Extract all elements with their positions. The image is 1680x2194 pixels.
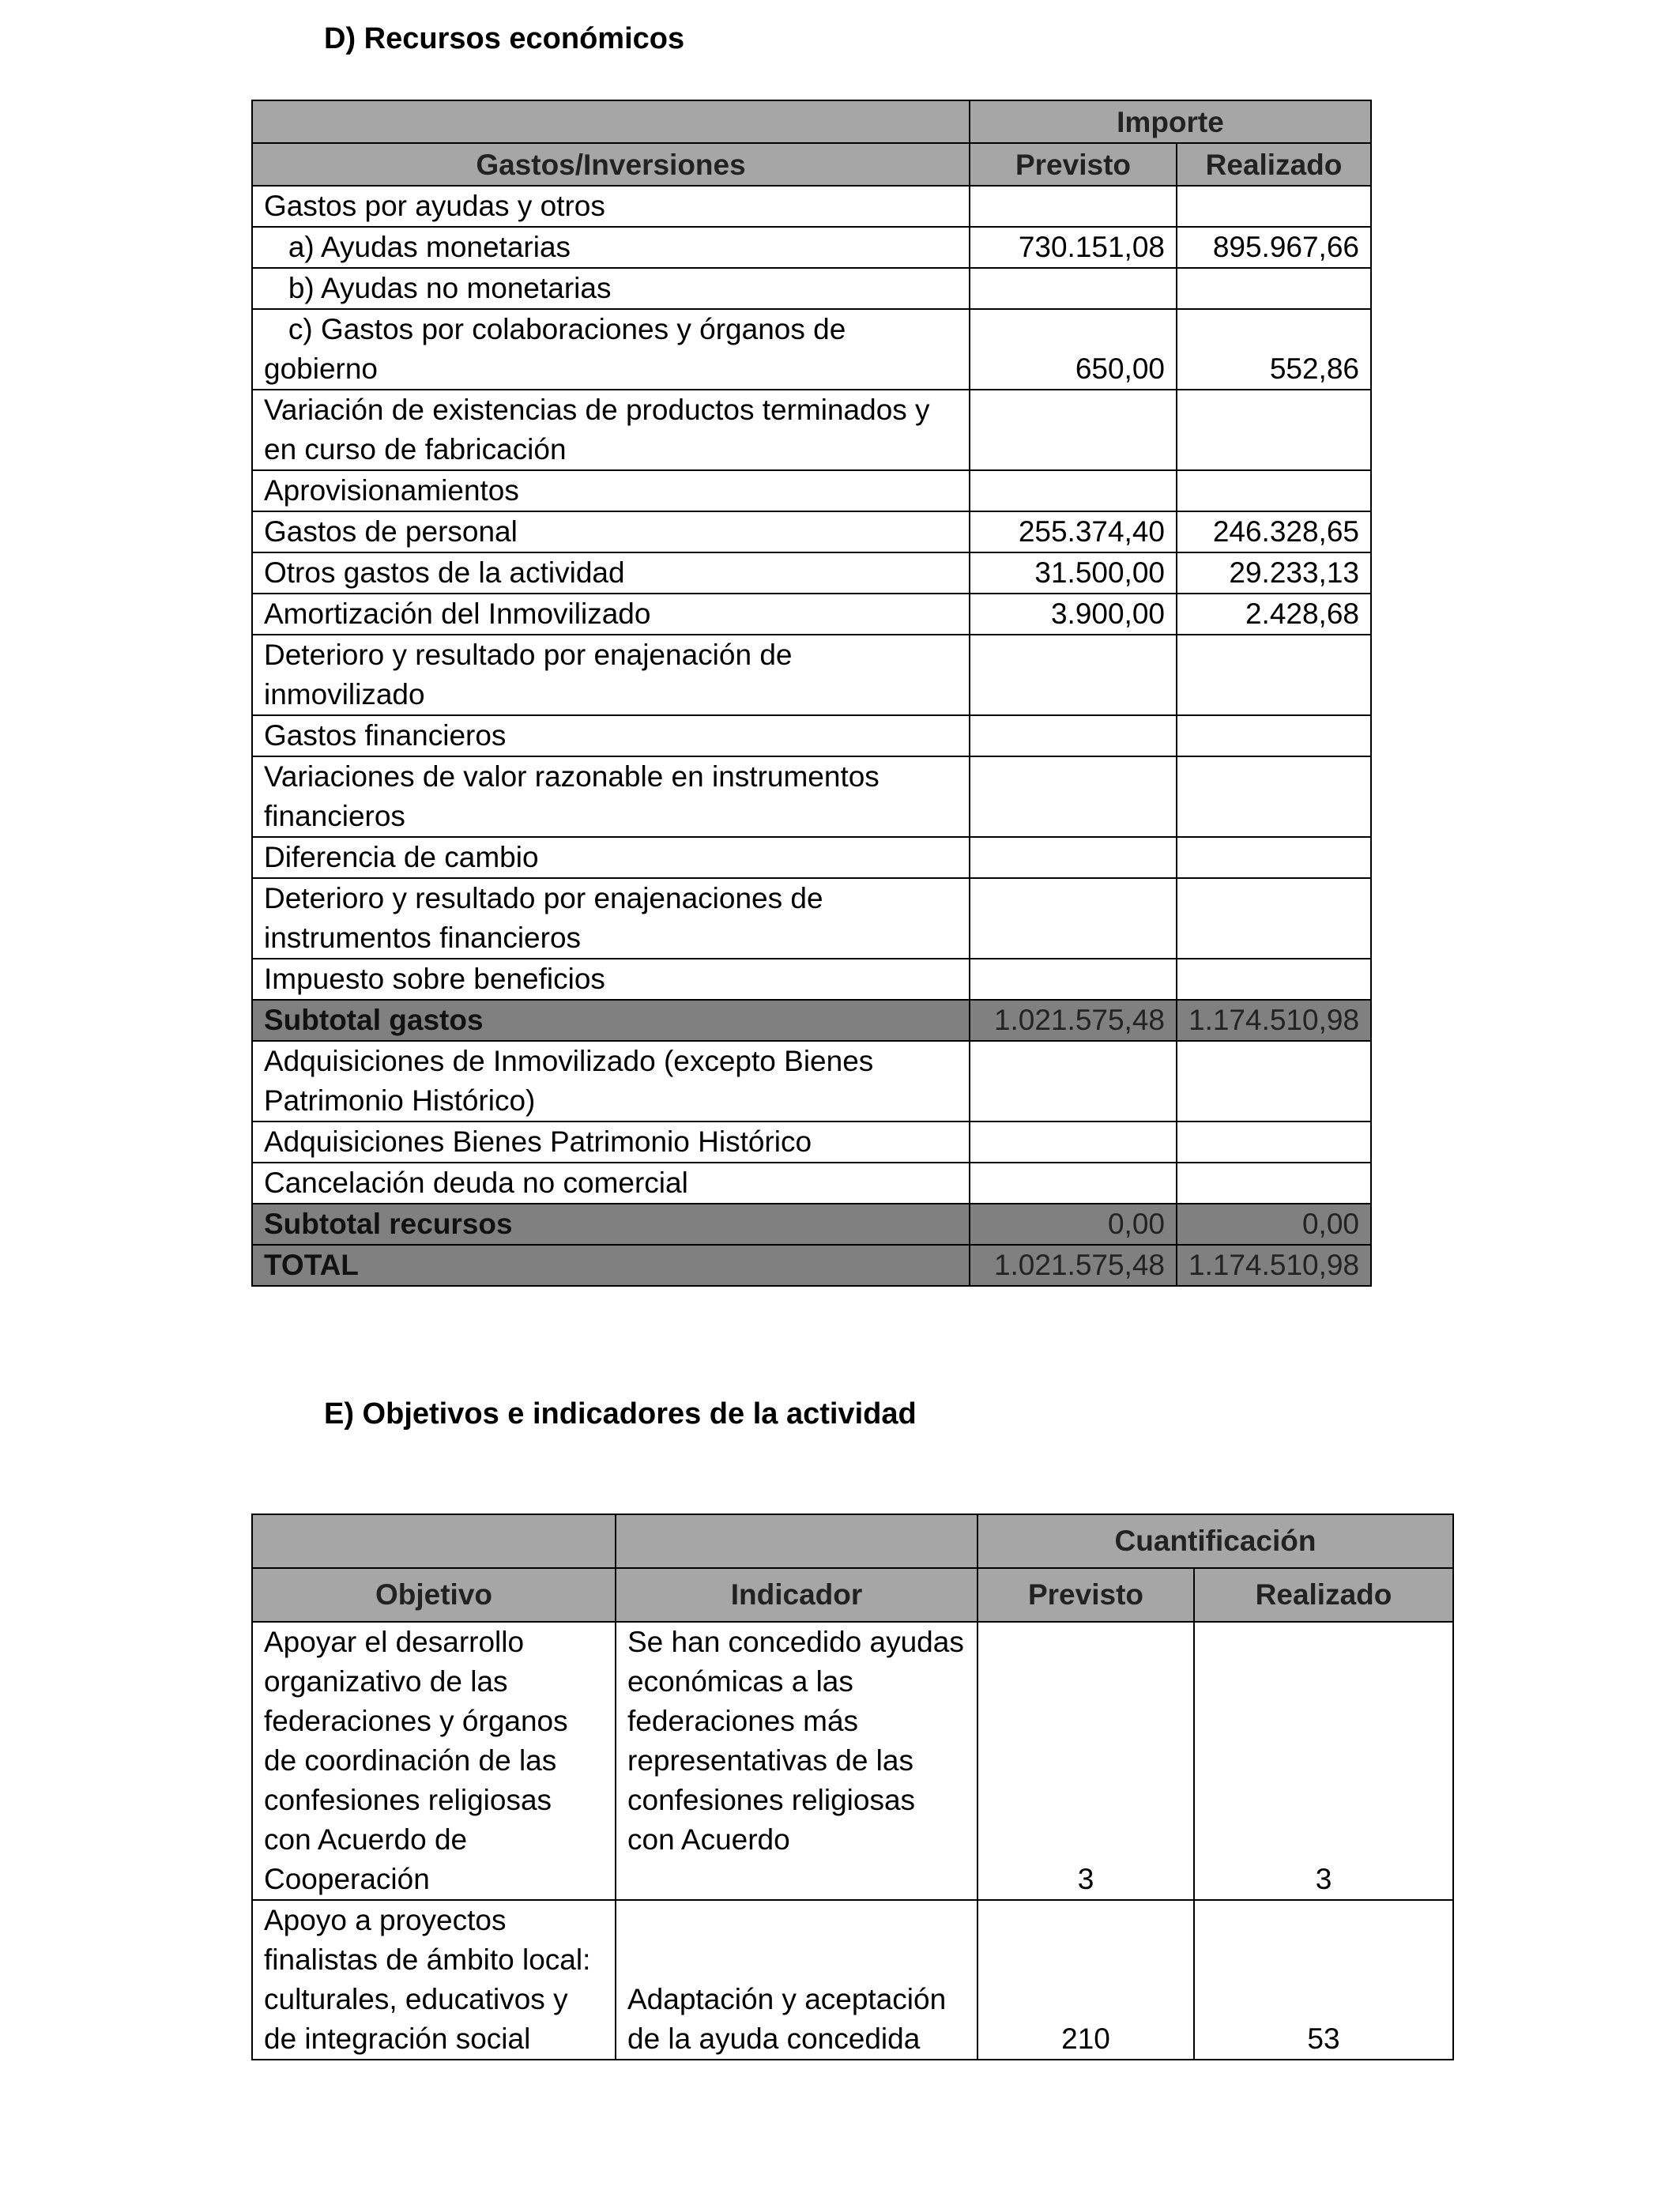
header-blank-cell [252,100,970,143]
row-planned: 210 [977,1900,1194,2060]
header-concept: Gastos/Inversiones [252,143,970,186]
row-label: Gastos financieros [252,715,970,756]
row-actual [1177,635,1371,715]
row-label: Gastos por ayudas y otros [252,186,970,227]
table-row [252,1900,1453,2060]
table-row [252,1245,1371,1286]
row-actual: 2.428,68 [1177,594,1371,635]
row-planned [970,959,1177,1000]
row-planned: 31.500,00 [970,552,1177,594]
row-label: Variación de existencias de productos terminados y en curso de fabricación [252,390,970,470]
table-row [252,1204,1371,1245]
row-planned [970,837,1177,878]
table-row [252,552,1371,594]
row-planned: 730.151,08 [970,227,1177,268]
table-row [252,1163,1371,1204]
row-actual: 3 [1194,1622,1453,1900]
table-row [252,186,1371,227]
row-actual [1177,470,1371,511]
table-row [252,1000,1371,1041]
row-actual: 552,86 [1177,309,1371,390]
row-label: Variaciones de valor razonable en instrumentos financieros [252,756,970,837]
row-label: Cancelación deuda no comercial [252,1163,970,1204]
table-row [252,1622,1453,1900]
row-planned [970,470,1177,511]
row-actual: 246.328,65 [1177,511,1371,552]
objectives-indicators-table [251,1514,1454,2060]
row-actual [1177,756,1371,837]
row-indicator: Adaptación y aceptación de la ayuda concedida [616,1900,977,2060]
header-blank-cell [252,1514,616,1568]
row-actual [1177,186,1371,227]
row-label: c) Gastos por colaboraciones y órganos de gobierno [252,309,970,390]
row-planned: 1.021.575,48 [970,1245,1177,1286]
row-label: Diferencia de cambio [252,837,970,878]
row-actual [1177,715,1371,756]
table-row [252,594,1371,635]
section-d-title: D) Recursos económicos [324,22,685,55]
row-actual: 1.174.510,98 [1177,1000,1371,1041]
header-actual: Realizado [1194,1568,1453,1622]
row-label: Subtotal gastos [252,1000,970,1041]
table-row [252,959,1371,1000]
section-e-title: E) Objetivos e indicadores de la actividad [324,1397,917,1431]
row-planned [970,715,1177,756]
row-planned [970,268,1177,309]
header-amount-group: Importe [970,100,1371,143]
row-actual [1177,878,1371,959]
header-planned: Previsto [970,143,1177,186]
table-row [252,309,1371,390]
header-objective: Objetivo [252,1568,616,1622]
row-planned [970,186,1177,227]
economic-resources-table [251,100,1372,1287]
table-row [252,268,1371,309]
row-planned [970,1041,1177,1122]
row-label: Gastos de personal [252,511,970,552]
row-actual [1177,837,1371,878]
row-label: Subtotal recursos [252,1204,970,1245]
table-row [252,837,1371,878]
table-row [252,756,1371,837]
row-planned: 3 [977,1622,1194,1900]
row-actual: 53 [1194,1900,1453,2060]
row-actual [1177,268,1371,309]
row-planned: 650,00 [970,309,1177,390]
row-planned: 1.021.575,48 [970,1000,1177,1041]
row-label: TOTAL [252,1245,970,1286]
row-label: Aprovisionamientos [252,470,970,511]
table-row [252,1122,1371,1163]
row-actual [1177,1163,1371,1204]
header-quantification-group: Cuantificación [977,1514,1453,1568]
row-actual: 29.233,13 [1177,552,1371,594]
table-row [252,1041,1371,1122]
table-row [252,715,1371,756]
row-planned: 3.900,00 [970,594,1177,635]
table-row [252,635,1371,715]
row-label: Otros gastos de la actividad [252,552,970,594]
row-actual [1177,1041,1371,1122]
table-row [252,227,1371,268]
header-actual: Realizado [1177,143,1371,186]
row-label: Deterioro y resultado por enajenación de inmovilizado [252,635,970,715]
table-row [252,511,1371,552]
row-indicator: Se han concedido ayudas económicas a las federaciones más representativas de las confesiones religiosas con Acuerdo [616,1622,977,1900]
row-label: Adquisiciones de Inmovilizado (excepto Bienes Patrimonio Histórico) [252,1041,970,1122]
row-planned [970,1122,1177,1163]
header-planned: Previsto [977,1568,1194,1622]
row-planned [970,390,1177,470]
table-row [252,878,1371,959]
row-planned: 255.374,40 [970,511,1177,552]
row-planned: 0,00 [970,1204,1177,1245]
table-row [252,390,1371,470]
row-label: Adquisiciones Bienes Patrimonio Histórico [252,1122,970,1163]
row-actual [1177,1122,1371,1163]
row-label: a) Ayudas monetarias [252,227,970,268]
row-label: Impuesto sobre beneficios [252,959,970,1000]
row-planned [970,635,1177,715]
row-label: b) Ayudas no monetarias [252,268,970,309]
row-label: Deterioro y resultado por enajenaciones de instrumentos financieros [252,878,970,959]
row-actual [1177,959,1371,1000]
row-actual: 895.967,66 [1177,227,1371,268]
row-planned [970,756,1177,837]
row-objective: Apoyo a proyectos finalistas de ámbito local: culturales, educativos y de integración social [252,1900,616,2060]
row-actual: 1.174.510,98 [1177,1245,1371,1286]
row-actual [1177,390,1371,470]
header-indicator: Indicador [616,1568,977,1622]
row-actual: 0,00 [1177,1204,1371,1245]
row-planned [970,878,1177,959]
row-objective: Apoyar el desarrollo organizativo de las federaciones y órganos de coordinación de las confesiones religiosas con Acuerdo de Cooperación [252,1622,616,1900]
table-row [252,470,1371,511]
row-planned [970,1163,1177,1204]
header-blank-cell [616,1514,977,1568]
row-label: Amortización del Inmovilizado [252,594,970,635]
